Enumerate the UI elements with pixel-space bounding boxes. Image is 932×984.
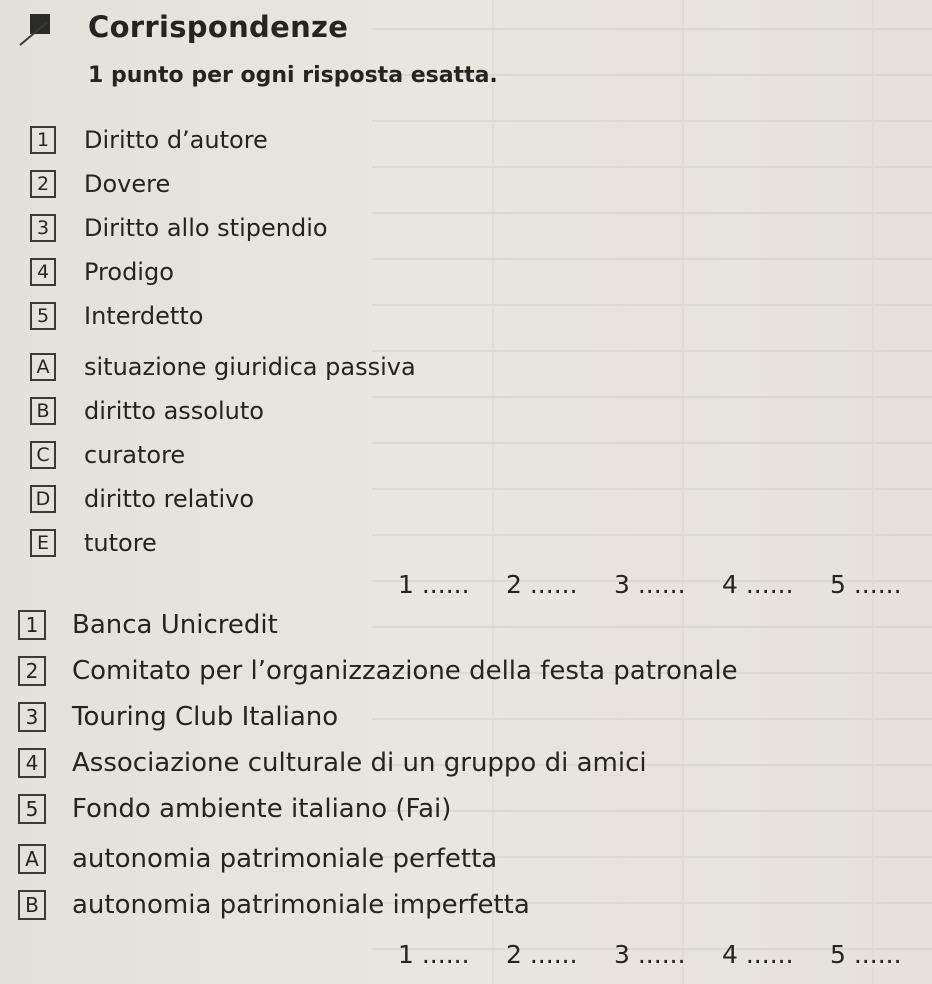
answer-slot-3[interactable]: 3 ......: [614, 570, 686, 599]
ex2-option-a: [0, 844, 497, 874]
ex2-option-b: [0, 890, 530, 920]
ex1-item-1: [0, 126, 268, 154]
item-text: Associazione culturale di un gruppo di amici: [72, 748, 647, 778]
option-key-box: D: [30, 485, 56, 513]
item-key-box: 1: [18, 610, 46, 640]
answer-slot-2[interactable]: 2 ......: [506, 570, 578, 599]
ex1-item-2: [0, 170, 170, 198]
ex2-item-2: [0, 656, 738, 686]
ex1-item-3: [0, 214, 328, 242]
option-key-box: C: [30, 441, 56, 469]
ex1-option-e: [0, 529, 157, 557]
option-key-box: B: [18, 890, 46, 920]
ex2-item-5: [0, 794, 451, 824]
ex2-item-1: [0, 610, 278, 640]
option-text: diritto relativo: [84, 485, 255, 513]
item-key-box: 4: [18, 748, 46, 778]
option-text: autonomia patrimoniale imperfetta: [72, 890, 530, 920]
option-key-box: B: [30, 397, 56, 425]
item-key-box: 5: [18, 794, 46, 824]
ex2-answer-slots: [398, 940, 920, 969]
answer-slot-3[interactable]: 3 ......: [614, 940, 686, 969]
option-text: situazione giuridica passiva: [84, 353, 416, 381]
ex1-item-4: [0, 258, 174, 286]
answer-slot-5[interactable]: 5 ......: [830, 570, 902, 599]
ex2-item-4: [0, 748, 647, 778]
item-key-box: 2: [18, 656, 46, 686]
item-key-box: 3: [18, 702, 46, 732]
ex1-option-c: [0, 441, 185, 469]
ex1-answer-slots: [398, 570, 920, 599]
item-key-box: 5: [30, 302, 56, 330]
option-key-box: E: [30, 529, 56, 557]
item-text: Comitato per l’organizzazione della festa patronale: [72, 656, 738, 686]
answer-slot-4[interactable]: 4 ......: [722, 940, 794, 969]
show-through-background: [372, 0, 932, 984]
answer-slot-4[interactable]: 4 ......: [722, 570, 794, 599]
section-subtitle: 1 punto per ogni risposta esatta.: [88, 63, 498, 88]
answer-slot-2[interactable]: 2 ......: [506, 940, 578, 969]
ex1-option-b: [0, 397, 264, 425]
item-text: Diritto d’autore: [84, 126, 268, 154]
item-text: Fondo ambiente italiano (Fai): [72, 794, 452, 824]
option-text: diritto assoluto: [84, 397, 264, 425]
ex1-option-d: [0, 485, 254, 513]
answer-slot-1[interactable]: 1 ......: [398, 940, 470, 969]
answer-slot-5[interactable]: 5 ......: [830, 940, 902, 969]
option-text: tutore: [84, 529, 157, 557]
item-key-box: 4: [30, 258, 56, 286]
ex1-option-a: [0, 353, 416, 381]
item-text: Prodigo: [84, 258, 174, 286]
option-text: autonomia patrimoniale perfetta: [72, 844, 498, 874]
ex1-item-5: [0, 302, 203, 330]
item-text: Interdetto: [84, 302, 204, 330]
ex2-item-3: [0, 702, 338, 732]
item-text: Touring Club Italiano: [72, 702, 339, 732]
option-text: curatore: [84, 441, 186, 469]
option-key-box: A: [18, 844, 46, 874]
item-key-box: 3: [30, 214, 56, 242]
answer-slot-1[interactable]: 1 ......: [398, 570, 470, 599]
item-key-box: 2: [30, 170, 56, 198]
item-text: Diritto allo stipendio: [84, 214, 328, 242]
item-key-box: 1: [30, 126, 56, 154]
item-text: Dovere: [84, 170, 171, 198]
section-title: Corrispondenze: [88, 10, 349, 44]
option-key-box: A: [30, 353, 56, 381]
item-text: Banca Unicredit: [72, 610, 278, 640]
